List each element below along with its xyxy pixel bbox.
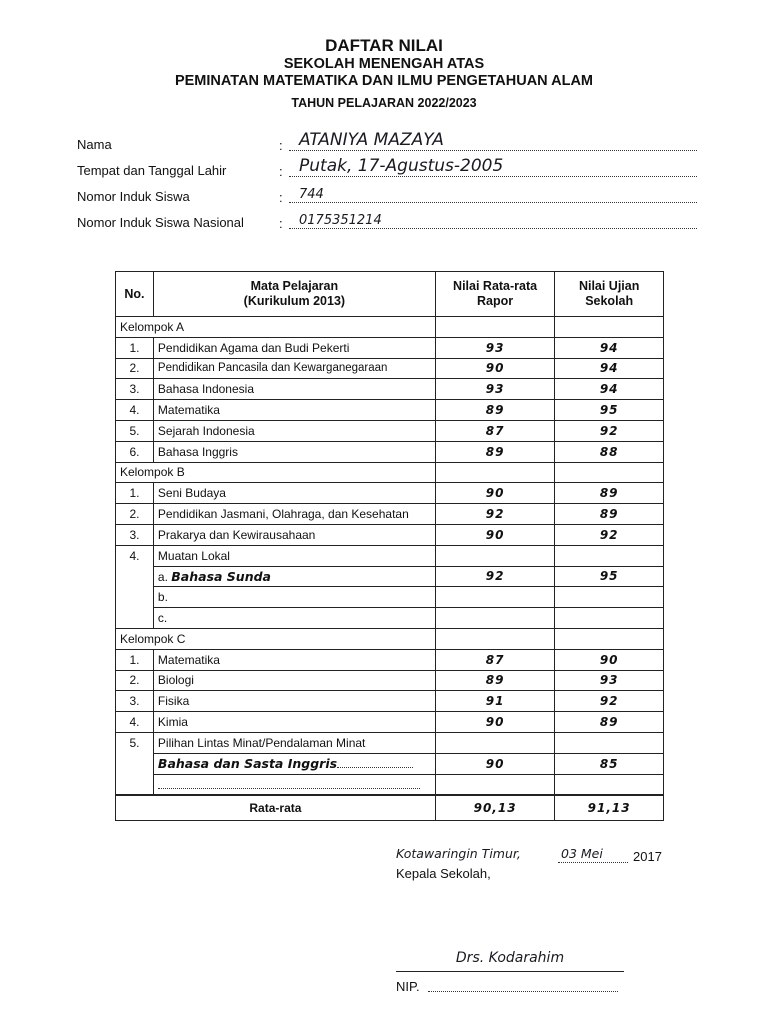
elective-subject: Bahasa dan Sasta Inggris — [157, 756, 338, 772]
row-subject: Pilihan Lintas Minat/Pendalaman Minat — [153, 732, 435, 753]
group-label: Kelompok B — [116, 462, 436, 483]
header-ujian-line2: Sekolah — [585, 294, 634, 308]
sign-date: 03 Mei — [561, 846, 603, 861]
header-rapor-line2: Rapor — [477, 294, 514, 308]
row-no: 5. — [116, 420, 154, 441]
group-label: Kelompok C — [116, 628, 436, 649]
sign-place — [396, 846, 521, 861]
row-ujian: 89 — [555, 712, 664, 733]
row-no: 2. — [116, 670, 154, 691]
table-row — [116, 732, 664, 753]
empty-cell — [555, 317, 664, 338]
header-rapor-line1: Nilai Rata-rata — [453, 279, 538, 293]
empty-cell — [435, 545, 555, 566]
row-ujian: 95 — [555, 400, 664, 421]
row-no: 3. — [116, 379, 154, 400]
row-subject: Biologi — [153, 670, 435, 691]
row-subject: Pendidikan Jasmani, Olahraga, dan Kesehatan — [153, 504, 435, 525]
dotted-line — [558, 862, 628, 863]
empty-cell — [435, 732, 555, 753]
academic-year: TAHUN PELAJARAN 2022/2023 — [291, 96, 477, 110]
row-ujian: 92 — [555, 524, 664, 545]
row-no: 2. — [116, 504, 154, 525]
signer-name: Drs. Kodarahim — [396, 950, 624, 972]
header-subject — [153, 272, 435, 317]
average-rapor: 90,13 — [435, 795, 555, 821]
place-date-line — [396, 846, 696, 866]
dotted-line — [289, 202, 697, 203]
signature-block — [396, 846, 696, 994]
row-ujian: 89 — [555, 483, 664, 504]
row-rapor: 90 — [435, 524, 555, 545]
birth-place-date: Putak, 17-Agustus-2005 — [299, 156, 504, 176]
row-subject: Matematika — [153, 400, 435, 421]
sub-prefix: a. — [157, 569, 168, 584]
table-row — [116, 483, 664, 504]
row-rapor: 91 — [435, 691, 555, 712]
table-row — [116, 566, 664, 587]
empty-cell — [555, 545, 664, 566]
row-rapor: 89 — [435, 400, 555, 421]
empty-cell — [555, 774, 664, 795]
empty-cell — [435, 317, 555, 338]
row-no: 1. — [116, 483, 154, 504]
row-rapor: 93 — [435, 379, 555, 400]
empty-cell — [435, 462, 555, 483]
row-no: 6. — [116, 441, 154, 462]
group-row — [116, 628, 664, 649]
header-ujian-line1: Nilai Ujian — [578, 279, 640, 293]
table-row — [116, 587, 664, 608]
header-subject-line2: (Kurikulum 2013) — [243, 294, 346, 308]
row-rapor: 89 — [435, 670, 555, 691]
row-subject: Seni Budaya — [153, 483, 435, 504]
table-row — [116, 420, 664, 441]
row-rapor: 87 — [435, 649, 555, 670]
row-ujian: 94 — [555, 358, 664, 379]
grades-table — [115, 271, 664, 821]
row-subject: Matematika — [153, 649, 435, 670]
table-row — [116, 691, 664, 712]
row-no: 3. — [116, 691, 154, 712]
empty-cell — [555, 628, 664, 649]
row-ujian: 94 — [555, 379, 664, 400]
colon: : — [279, 138, 283, 153]
row-subject: Pendidikan Agama dan Budi Pekerti — [153, 337, 435, 358]
row-rapor: 92 — [435, 566, 555, 587]
row-ujian: 92 — [555, 420, 664, 441]
table-row — [116, 774, 664, 795]
table-row — [116, 504, 664, 525]
identity-row-nisn — [77, 206, 697, 232]
identity-label: Nomor Induk Siswa Nasional — [77, 215, 244, 230]
row-subject: Pendidikan Pancasila dan Kewarganegaraan — [153, 358, 435, 379]
identity-row-name — [77, 128, 697, 154]
document-title: DAFTAR NILAI — [325, 36, 443, 55]
student-name: ATANIYA MAZAYA — [299, 130, 444, 150]
row-subject: c. — [153, 608, 435, 629]
row-ujian: 94 — [555, 337, 664, 358]
identity-row-birth — [77, 154, 697, 180]
row-subject: Bahasa Indonesia — [153, 379, 435, 400]
empty-cell — [555, 462, 664, 483]
row-ujian: 95 — [555, 566, 664, 587]
empty-cell — [116, 608, 154, 629]
header-rapor — [435, 272, 555, 317]
empty-cell — [116, 587, 154, 608]
row-ujian: 89 — [555, 504, 664, 525]
group-label: Kelompok A — [116, 317, 436, 338]
row-rapor: 90 — [435, 753, 555, 774]
row-rapor: 89 — [435, 441, 555, 462]
table-row — [116, 649, 664, 670]
row-subject: b. — [153, 587, 435, 608]
row-ujian: 90 — [555, 649, 664, 670]
student-identity — [77, 128, 697, 232]
header-ujian — [555, 272, 664, 317]
table-row — [116, 670, 664, 691]
row-subject — [153, 753, 435, 774]
row-subject — [153, 566, 435, 587]
average-label: Rata-rata — [116, 795, 436, 821]
colon: : — [279, 190, 283, 205]
local-subject: Bahasa Sunda — [171, 568, 271, 584]
identity-label: Nomor Induk Siswa — [77, 189, 190, 204]
row-no: 4. — [116, 400, 154, 421]
table-row — [116, 358, 664, 379]
row-subject — [153, 774, 435, 795]
row-no: 2. — [116, 358, 154, 379]
empty-cell — [435, 587, 555, 608]
group-row — [116, 462, 664, 483]
average-ujian: 91,13 — [555, 795, 664, 821]
dotted-line — [337, 756, 413, 768]
national-student-number: 0175351214 — [299, 213, 382, 228]
row-subject: Bahasa Inggris — [153, 441, 435, 462]
header-no: No. — [116, 272, 154, 317]
empty-cell — [116, 753, 154, 774]
row-no: 1. — [116, 649, 154, 670]
empty-cell — [555, 732, 664, 753]
row-subject: Sejarah Indonesia — [153, 420, 435, 441]
sign-place-name: Kotawaringin Timur — [396, 846, 517, 861]
row-no: 4. — [116, 712, 154, 733]
row-rapor: 93 — [435, 337, 555, 358]
row-no: 1. — [116, 337, 154, 358]
identity-label: Nama — [77, 137, 112, 152]
identity-label: Tempat dan Tanggal Lahir — [77, 163, 227, 178]
row-no: 4. — [116, 545, 154, 566]
table-row — [116, 753, 664, 774]
row-ujian: 88 — [555, 441, 664, 462]
row-rapor: 87 — [435, 420, 555, 441]
row-ujian: 85 — [555, 753, 664, 774]
table-row — [116, 441, 664, 462]
dotted-line — [289, 150, 697, 151]
table-row — [116, 524, 664, 545]
group-row — [116, 317, 664, 338]
row-no: 3. — [116, 524, 154, 545]
dotted-line — [289, 176, 697, 177]
empty-cell — [555, 608, 664, 629]
row-rapor: 90 — [435, 483, 555, 504]
dotted-line — [158, 777, 420, 789]
empty-cell — [555, 587, 664, 608]
table-row — [116, 712, 664, 733]
nip-label: NIP. — [396, 979, 420, 994]
dotted-line — [428, 991, 618, 992]
table-row — [116, 337, 664, 358]
row-subject: Prakarya dan Kewirausahaan — [153, 524, 435, 545]
table-header-row — [116, 272, 664, 317]
program-name: PEMINATAN MATEMATIKA DAN ILMU PENGETAHUAN ALAM — [174, 73, 594, 89]
student-number: 744 — [299, 187, 324, 202]
empty-cell — [435, 774, 555, 795]
header-subject-line1: Mata Pelajaran — [250, 279, 339, 293]
table-row — [116, 400, 664, 421]
average-row — [116, 795, 664, 821]
colon: : — [279, 164, 283, 179]
signer-role: Kepala Sekolah, — [396, 866, 491, 881]
comma: , — [516, 846, 521, 861]
row-subject: Fisika — [153, 691, 435, 712]
row-rapor: 90 — [435, 358, 555, 379]
empty-cell — [435, 608, 555, 629]
row-subject: Muatan Lokal — [153, 545, 435, 566]
empty-cell — [435, 628, 555, 649]
table-row — [116, 608, 664, 629]
row-rapor: 92 — [435, 504, 555, 525]
table-row — [116, 379, 664, 400]
empty-cell — [116, 774, 154, 795]
empty-cell — [116, 566, 154, 587]
row-subject: Kimia — [153, 712, 435, 733]
dotted-line — [289, 228, 697, 229]
row-no: 5. — [116, 732, 154, 753]
row-rapor: 90 — [435, 712, 555, 733]
row-ujian: 93 — [555, 670, 664, 691]
table-row — [116, 545, 664, 566]
identity-row-nis — [77, 180, 697, 206]
sign-year: 2017 — [633, 849, 662, 864]
school-level: SEKOLAH MENENGAH ATAS — [283, 56, 485, 72]
row-ujian: 92 — [555, 691, 664, 712]
colon: : — [279, 216, 283, 231]
document-header — [0, 36, 768, 114]
